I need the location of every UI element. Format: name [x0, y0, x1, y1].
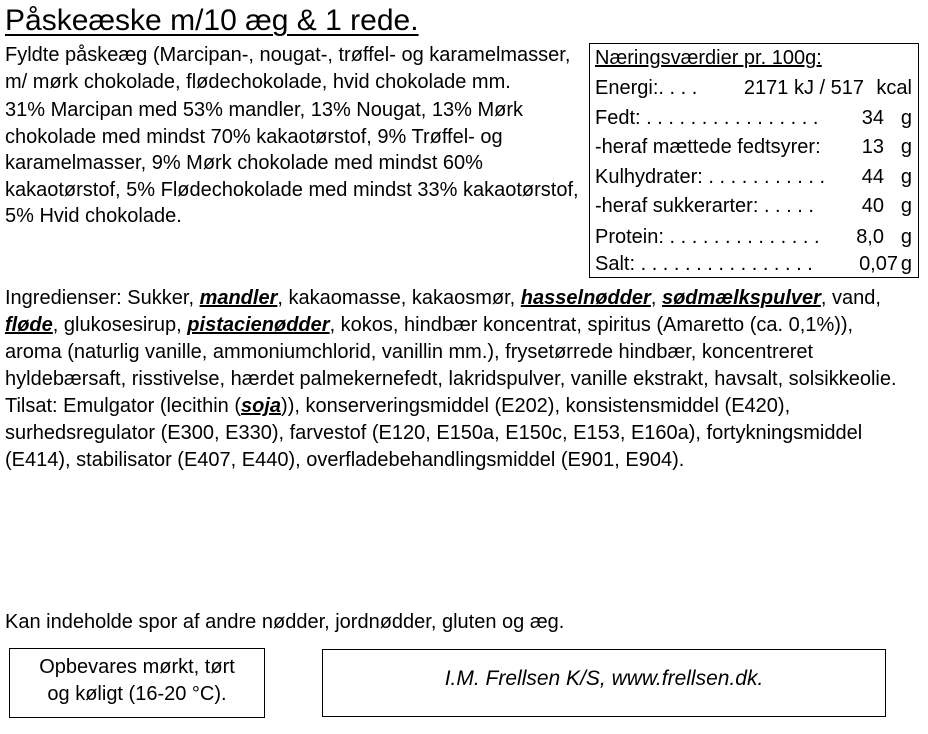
description-intro: Fyldte påskeæg (Marcipan-, nougat-, trøffel- og karamelmasser, m/ mørk chokolade, flødechokolade, hvid chokolade mm.: [5, 44, 571, 93]
storage-line-2: og køligt (16-20 °C).: [47, 683, 227, 705]
nutrition-label: Salt: . . . . . . . . . . . . . . . .: [595, 253, 813, 275]
allergen-soja: soja: [241, 395, 282, 417]
nutrition-label: -heraf sukkerarter: . . . . .: [595, 195, 814, 217]
nutrition-value: 44: [861, 166, 884, 188]
nutrition-row-fat: [595, 104, 912, 133]
allergen-mandler: mandler: [199, 287, 278, 309]
storage-box: [9, 648, 265, 718]
allergen-hasselnodder: hasselnødder: [520, 287, 651, 309]
nutrition-unit: g: [900, 166, 912, 188]
allergen-sodmaelkspulver: sødmælkspulver: [661, 287, 821, 309]
nutrition-unit: g: [900, 226, 912, 248]
nutrition-row-carbohydrates: [595, 163, 912, 192]
manufacturer-box: I.M. Frellsen K/S, www.frellsen.dk.: [322, 649, 886, 717]
nutrition-row-energy: [595, 74, 912, 103]
nutrition-row-salt: [595, 250, 912, 279]
ingredients-text: , glukosesirup,: [52, 314, 188, 336]
ingredients-text: , kakaomasse, kakaosmør,: [277, 287, 521, 309]
nutrition-unit: g: [900, 136, 912, 158]
ingredients-list: [5, 285, 905, 474]
nutrition-value: 13: [861, 136, 884, 158]
ingredients-text: , kokos, hindbær koncentrat, spiritus (Amaretto (ca. 0,1%)), aroma (naturlig vanille, ammoniumchlorid, vanillin mm.), frysetørrede hindbær, koncentreret hyldebærsaft, risstivelse, hærdet palmekernefedt, lakridspulver, vanille ekstrakt, havsalt, solsikkeolie. Tilsat: Emulgator (lecithin (: [5, 314, 897, 417]
nutrition-row-sugars: [595, 192, 912, 221]
nutrition-table: [589, 43, 919, 278]
allergen-flode: fløde: [5, 314, 53, 336]
nutrition-value: 2171 kJ / 517: [743, 77, 864, 99]
nutrition-label: -heraf mættede fedtsyrer:: [595, 136, 821, 158]
nutrition-value: 34: [861, 107, 884, 129]
nutrition-label: Fedt: . . . . . . . . . . . . . . . .: [595, 107, 819, 129]
nutrition-value: 40: [861, 195, 884, 217]
nutrition-label: Energi:. . . .: [595, 77, 698, 99]
ingredients-text: Ingredienser: Sukker,: [5, 287, 200, 309]
nutrition-heading: Næringsværdier pr. 100g:: [595, 47, 822, 69]
nutrition-unit: g: [900, 195, 912, 217]
nutrition-unit: g: [900, 107, 912, 129]
trace-warning: Kan indeholde spor af andre nødder, jordnødder, gluten og æg.: [5, 611, 565, 633]
nutrition-row-protein: [595, 223, 912, 252]
nutrition-label: Kulhydrater: . . . . . . . . . . .: [595, 166, 826, 188]
storage-line-1: Opbevares mørkt, tørt: [39, 656, 235, 678]
nutrition-unit: kcal: [876, 77, 912, 99]
product-title: Påskeæske m/10 æg & 1 rede.: [5, 4, 419, 37]
ingredients-text: , vand,: [820, 287, 881, 309]
nutrition-row-saturated-fat: [595, 133, 912, 162]
nutrition-label: Protein: . . . . . . . . . . . . . .: [595, 226, 820, 248]
nutrition-unit: g: [900, 253, 912, 275]
product-description: [5, 42, 585, 230]
nutrition-value: 8,0: [856, 226, 884, 248]
nutrition-value: 0,07: [859, 253, 898, 275]
ingredients-text: )), konserveringsmiddel (E202), konsistensmiddel (E420), surhedsregulator (E300, E330), farvestof (E120, E150a, E150c, E153, E160a), fortykningsmiddel (E414), stabilisator (E407, E440), overfladebehandlingsmiddel (E901, E904).: [5, 395, 863, 471]
description-composition: 31% Marcipan med 53% mandler, 13% Nougat, 13% Mørk chokolade med mindst 70% kakaotørstof, 9% Trøffel- og karamelmasser, 9% Mørk chokolade med mindst 60% kakaotørstof, 5% Flødechokolade med mindst 33% kakaotørstof, 5% Hvid chokolade.: [5, 99, 579, 227]
ingredients-text: ,: [650, 287, 662, 309]
allergen-pistacienodder: pistacienødder: [187, 314, 330, 336]
